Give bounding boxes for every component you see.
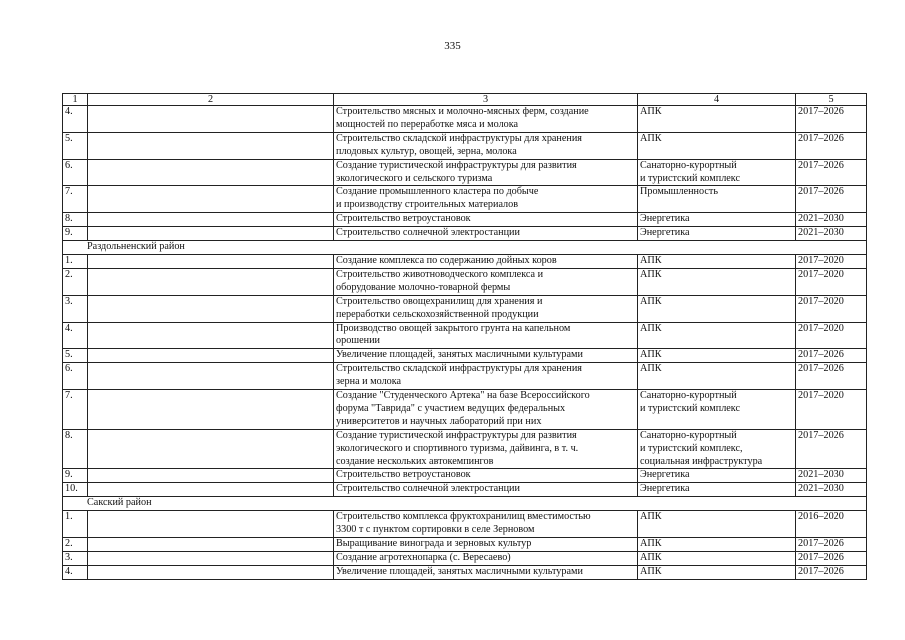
project-line: Создание "Студенческого Артека" на базе Всероссийского [336, 390, 590, 402]
period: 2017–2026 [796, 363, 867, 390]
sector-line: и туристский комплекс [640, 172, 741, 184]
project-line: Строительство складской инфраструктуры для хранения [336, 132, 582, 144]
project-line: переработки сельскохозяйственной продукции [336, 308, 539, 320]
project-name [334, 132, 638, 159]
column-header-3: 3 [334, 94, 638, 106]
table-row [63, 565, 867, 579]
row-number: 5. [63, 132, 88, 159]
sector-line: АПК [640, 106, 662, 117]
table-row [63, 483, 867, 497]
project-line: зерна и молока [336, 376, 402, 388]
sector-line: и туристский комплекс, [640, 442, 743, 454]
column-2-cell [88, 186, 334, 213]
project-line: экологического и сельского туризма [336, 172, 493, 184]
column-2-cell [88, 429, 334, 469]
project-line: Строительство солнечной электростанции [336, 483, 520, 495]
column-2-cell [88, 551, 334, 565]
project-name [334, 469, 638, 483]
sector-line: АПК [640, 132, 662, 144]
sector-line: социальная инфраструктура [640, 455, 763, 467]
sector [638, 254, 796, 268]
table-row [63, 254, 867, 268]
row-number: 9. [63, 227, 88, 241]
project-name [334, 363, 638, 390]
period: 2021–2030 [796, 213, 867, 227]
row-number: 1. [63, 254, 88, 268]
table-row [63, 429, 867, 469]
period: 2017–2020 [796, 390, 867, 430]
sector [638, 322, 796, 349]
sector [638, 429, 796, 469]
sector [638, 551, 796, 565]
row-number: 10. [63, 483, 88, 497]
project-name [334, 483, 638, 497]
page-number: 335 [444, 40, 461, 52]
column-2-cell [88, 511, 334, 538]
row-number: 4. [63, 106, 88, 133]
sector [638, 227, 796, 241]
project-name [334, 322, 638, 349]
column-2-cell [88, 227, 334, 241]
period: 2017–2026 [796, 159, 867, 186]
sector-line: АПК [640, 565, 662, 577]
row-number: 1. [63, 511, 88, 538]
sector [638, 483, 796, 497]
sector [638, 213, 796, 227]
sector-line: Санаторно-курортный [640, 390, 737, 402]
project-line: мощностей по переработке мяса и молока [336, 118, 519, 130]
project-name [334, 227, 638, 241]
table-row [63, 227, 867, 241]
section-title: Раздольненский район [63, 241, 867, 255]
project-name [334, 254, 638, 268]
project-name [334, 213, 638, 227]
column-2-cell [88, 106, 334, 133]
sector-line: АПК [640, 268, 662, 280]
project-name [334, 186, 638, 213]
row-number: 3. [63, 551, 88, 565]
period: 2017–2020 [796, 295, 867, 322]
period: 2021–2030 [796, 483, 867, 497]
table-row [63, 469, 867, 483]
project-line: Увеличение площадей, занятых масличными культурами [336, 565, 583, 577]
sector [638, 511, 796, 538]
table-row [63, 159, 867, 186]
sector [638, 363, 796, 390]
project-line: Строительство мясных и молочно-мясных ферм, создание [336, 106, 589, 117]
column-2-cell [88, 322, 334, 349]
column-2-cell [88, 363, 334, 390]
sector [638, 159, 796, 186]
sector-line: Энергетика [640, 227, 690, 239]
project-line: и производству строительных материалов [336, 199, 519, 211]
sector-line: АПК [640, 551, 662, 563]
table-row [63, 390, 867, 430]
project-name [334, 268, 638, 295]
project-name [334, 565, 638, 579]
row-number: 5. [63, 349, 88, 363]
row-number: 6. [63, 363, 88, 390]
project-line: 3300 т с пунктом сортировки в селе Зерновом [336, 524, 535, 536]
sector [638, 349, 796, 363]
sector-line: и туристский комплекс [640, 402, 741, 414]
column-header-5: 5 [796, 94, 867, 106]
table-row [63, 268, 867, 295]
row-number: 4. [63, 322, 88, 349]
period: 2021–2030 [796, 469, 867, 483]
table-row [63, 295, 867, 322]
row-number: 7. [63, 186, 88, 213]
sector [638, 565, 796, 579]
period: 2016–2020 [796, 511, 867, 538]
column-2-cell [88, 213, 334, 227]
project-name [334, 551, 638, 565]
column-header-4: 4 [638, 94, 796, 106]
project-line: Строительство овощехранилищ для хранения и [336, 295, 543, 307]
table-row [63, 322, 867, 349]
project-line: оборудование молочно-товарной фермы [336, 281, 511, 293]
project-line: Создание комплекса по содержанию дойных коров [336, 254, 557, 266]
column-2-cell [88, 565, 334, 579]
period: 2017–2026 [796, 565, 867, 579]
project-line: экологического и спортивного туризма, дайвинга, в т. ч. [336, 442, 579, 454]
row-number: 9. [63, 469, 88, 483]
section-row [63, 497, 867, 511]
sector-line: Промышленность [640, 186, 718, 198]
project-name [334, 511, 638, 538]
project-line: Строительство комплекса фруктохранилищ вместимостью [336, 511, 591, 523]
period: 2017–2026 [796, 551, 867, 565]
project-line: Строительство ветроустановок [336, 213, 471, 225]
project-line: Строительство складской инфраструктуры для хранения [336, 363, 582, 375]
project-line: Строительство ветроустановок [336, 469, 471, 481]
row-number: 8. [63, 213, 88, 227]
sector-line: Энергетика [640, 469, 690, 481]
table-row [63, 538, 867, 552]
column-2-cell [88, 390, 334, 430]
project-line: Строительство животноводческого комплекса и [336, 268, 544, 280]
row-number: 6. [63, 159, 88, 186]
project-name [334, 429, 638, 469]
column-2-cell [88, 295, 334, 322]
column-2-cell [88, 483, 334, 497]
sector-line: АПК [640, 511, 662, 523]
row-number: 4. [63, 565, 88, 579]
sector [638, 538, 796, 552]
project-line: Создание туристической инфраструктуры для развития [336, 159, 577, 171]
row-number: 2. [63, 268, 88, 295]
table-row [63, 106, 867, 133]
sector-line: АПК [640, 254, 662, 266]
project-line: плодовых культур, овощей, зерна, молока [336, 145, 517, 157]
period: 2017–2020 [796, 322, 867, 349]
period: 2017–2020 [796, 254, 867, 268]
sector-line: АПК [640, 363, 662, 375]
project-line: Выращивание винограда и зерновых культур [336, 538, 532, 549]
project-line: Создание туристической инфраструктуры для развития [336, 429, 577, 441]
project-name [334, 538, 638, 552]
table-row [63, 186, 867, 213]
project-line: Создание агротехнопарка (с. Вересаево) [336, 551, 511, 563]
project-line: Строительство солнечной электростанции [336, 227, 520, 239]
column-2-cell [88, 254, 334, 268]
column-2-cell [88, 349, 334, 363]
column-2-cell [88, 538, 334, 552]
table-row [63, 363, 867, 390]
sector-line: АПК [640, 295, 662, 307]
table-row [63, 349, 867, 363]
sector-line: Санаторно-курортный [640, 429, 737, 441]
period: 2017–2026 [796, 429, 867, 469]
projects-table-body [63, 94, 867, 580]
sector-line: Энергетика [640, 213, 690, 225]
sector [638, 295, 796, 322]
sector [638, 390, 796, 430]
project-line: орошении [336, 335, 381, 347]
column-2-cell [88, 469, 334, 483]
period: 2017–2026 [796, 538, 867, 552]
period: 2017–2026 [796, 186, 867, 213]
sector-line: АПК [640, 322, 662, 334]
project-name [334, 349, 638, 363]
project-name [334, 106, 638, 133]
period: 2017–2026 [796, 349, 867, 363]
period: 2017–2026 [796, 106, 867, 133]
project-name [334, 159, 638, 186]
row-number: 8. [63, 429, 88, 469]
sector-line: АПК [640, 349, 662, 361]
period: 2017–2020 [796, 268, 867, 295]
period: 2021–2030 [796, 227, 867, 241]
sector-line: АПК [640, 538, 662, 549]
section-title: Сакский район [63, 497, 867, 511]
table-row [63, 132, 867, 159]
project-line: создание нескольких автокемпингов [336, 455, 494, 467]
project-line: Увеличение площадей, занятых масличными культурами [336, 349, 583, 361]
sector-line: Санаторно-курортный [640, 159, 737, 171]
column-header-1: 1 [63, 94, 88, 106]
column-2-cell [88, 268, 334, 295]
period: 2017–2026 [796, 132, 867, 159]
section-row [63, 241, 867, 255]
project-line: университетов и научных лабораторий при них [336, 415, 542, 427]
sector [638, 186, 796, 213]
projects-table [62, 93, 867, 580]
project-name [334, 295, 638, 322]
column-header-2: 2 [88, 94, 334, 106]
table-header-row [63, 94, 867, 106]
column-2-cell [88, 132, 334, 159]
sector-line: Энергетика [640, 483, 690, 495]
project-line: Производство овощей закрытого грунта на капельном [336, 322, 571, 334]
row-number: 2. [63, 538, 88, 552]
project-line: форума "Таврида" с участием ведущих федеральных [336, 402, 566, 414]
sector [638, 469, 796, 483]
table-row [63, 511, 867, 538]
row-number: 3. [63, 295, 88, 322]
sector [638, 106, 796, 133]
table-row [63, 213, 867, 227]
row-number: 7. [63, 390, 88, 430]
table-row [63, 551, 867, 565]
sector [638, 268, 796, 295]
column-2-cell [88, 159, 334, 186]
project-name [334, 390, 638, 430]
sector [638, 132, 796, 159]
project-line: Создание промышленного кластера по добыче [336, 186, 539, 198]
